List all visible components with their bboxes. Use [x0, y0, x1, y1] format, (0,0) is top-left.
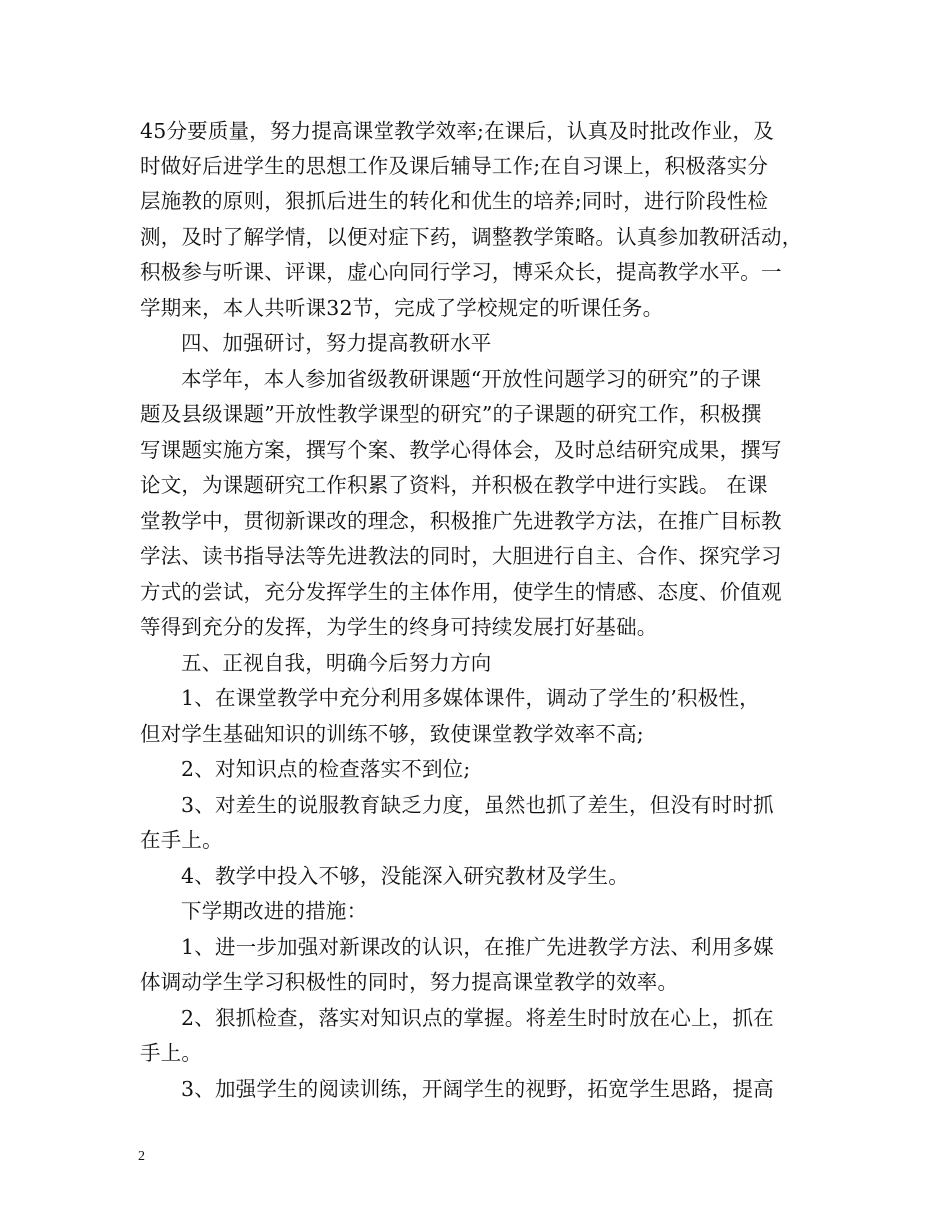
page-number: 2 [138, 1149, 145, 1164]
text-line: 但对学生基础知识的训练不够，致使课堂教学效率不高; [140, 722, 644, 746]
text-line: 学法、读书指导法等先进教法的同时，大胆进行自主、合作、探究学习 [140, 544, 782, 568]
text-line: 方式的尝试，充分发挥学生的主体作用，使学生的情感、态度、价值观 [140, 580, 782, 604]
text-line: 在手上。 [140, 828, 223, 852]
text-line: 题及县级课题”开放性教学课型的研究”的子课题的研究工作，积极撰 [140, 402, 762, 426]
text-line: 积极参与听课、评课，虚心向同行学习，博采众长，提高教学水平。一 [140, 260, 782, 284]
list-item: 1、进一步加强对新课改的认识，在推广先进教学方法、利用多媒 [181, 935, 774, 959]
list-item: 2、狠抓检查，落实对知识点的掌握。将差生时时放在心上，抓在 [181, 1006, 774, 1030]
subheading: 下学期改进的措施： [181, 899, 368, 923]
text-line: 体调动学生学习积极性的同时，努力提高课堂教学的效率。 [140, 970, 679, 994]
text-line: 测，及时了解学情，以便对症下药，调整教学策略。认真参加教研活动， [140, 225, 803, 249]
section-heading: 四、加强研讨，努力提高教研水平 [181, 331, 492, 355]
list-item: 4、教学中投入不够，没能深入研究教材及学生。 [181, 864, 629, 888]
list-item: 2、对知识点的检查落实不到位; [181, 757, 471, 781]
text-line: 本学年，本人参加省级教研课题“开放性问题学习的研究”的子课 [181, 367, 762, 391]
text-line: 手上。 [140, 1041, 203, 1065]
text-line: 等得到充分的发挥，为学生的终身可持续发展打好基础。 [140, 615, 658, 639]
text-line: 论文，为课题研究工作积累了资料，并积极在教学中进行实践。 在课 [140, 473, 768, 497]
text-line: 学期来，本人共听课32节，完成了学校规定的听课任务。 [140, 296, 664, 320]
text-line: 45分要质量，努力提高课堂教学效率;在课后，认真及时批改作业，及 [140, 119, 774, 143]
list-item: 3、加强学生的阅读训练，开阔学生的视野，拓宽学生思路，提高 [181, 1077, 774, 1101]
text-line: 时做好后进学生的思想工作及课后辅导工作;在自习课上，积极落实分 [140, 154, 769, 178]
text-line: 堂教学中，贯彻新课改的理念，积极推广先进教学方法，在推广目标教 [140, 509, 782, 533]
list-item: 3、对差生的说服教育缺乏力度，虽然也抓了差生，但没有时时抓 [181, 793, 774, 817]
list-item: 1、在课堂教学中充分利用多媒体课件，调动了学生的’积极性， [181, 686, 760, 710]
text-line: 层施教的原则，狠抓后进生的转化和优生的培养;同时，进行阶段性检 [140, 189, 769, 213]
text-line: 写课题实施方案，撰写个案、教学心得体会，及时总结研究成果，撰写 [140, 438, 782, 462]
section-heading: 五、正视自我，明确今后努力方向 [181, 651, 492, 675]
